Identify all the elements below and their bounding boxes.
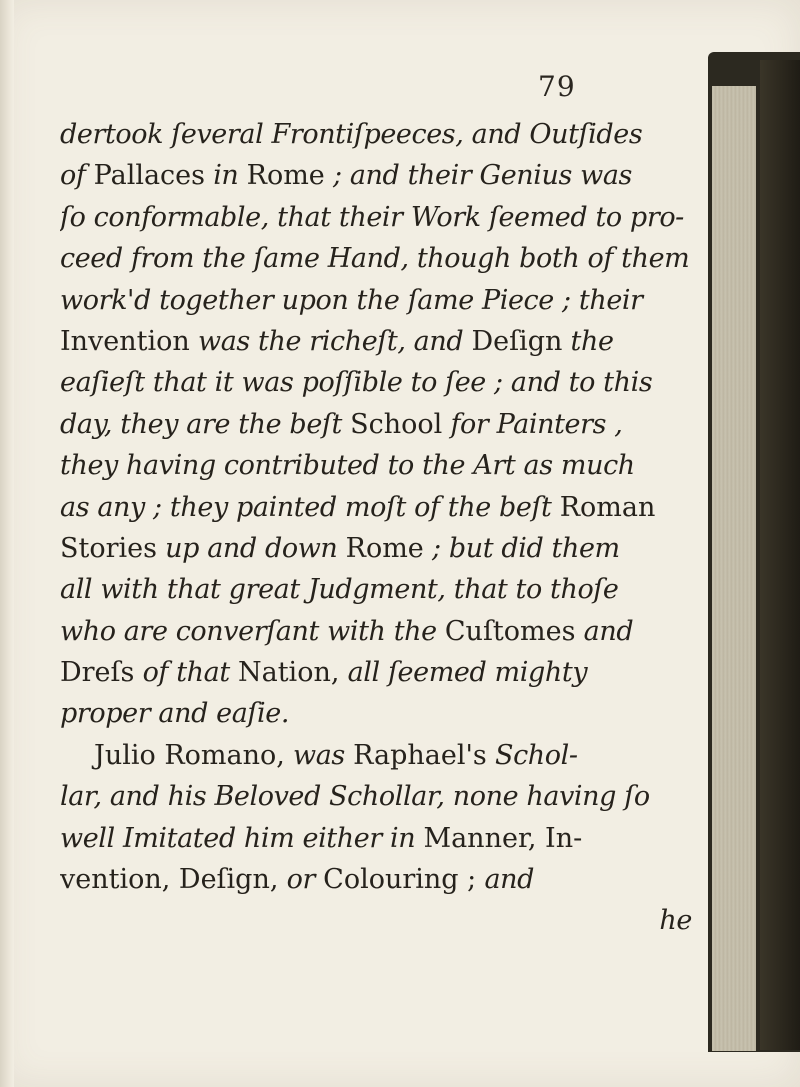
italic-text: work'd together upon the ſame Piece ; their — [60, 284, 643, 316]
roman-text: Stories — [60, 532, 157, 564]
roman-text: ; — [458, 864, 477, 896]
body-text — [60, 114, 710, 942]
catchword — [60, 900, 710, 941]
italic-text: ; and their Genius was — [324, 160, 633, 192]
italic-text: eaſieſt that it was poſſible to ſee ; and to this — [60, 367, 653, 399]
italic-text: all ſeemed mighty — [339, 657, 588, 689]
page-number: 79 — [538, 70, 576, 103]
text-line — [60, 404, 710, 445]
italic-text: day, they are the beſt — [60, 408, 351, 440]
italic-text: was the richeſt, and — [189, 325, 472, 357]
italic-text: lar, and his Beloved Schollar, none having ſo — [60, 781, 650, 813]
roman-text: vention, — [60, 864, 171, 896]
text-line — [60, 776, 710, 817]
italic-text: all with that great Judgment, that to thoſe — [60, 574, 619, 606]
book-cover-edge — [760, 60, 800, 1050]
page-edges — [712, 86, 756, 1051]
roman-text: Manner, — [423, 822, 537, 854]
roman-text: Deſign — [471, 325, 563, 357]
text-line — [60, 362, 710, 403]
italic-text: up and down — [156, 532, 346, 564]
italic-text: and — [476, 864, 535, 896]
text-line — [60, 735, 710, 776]
page-gutter — [0, 0, 14, 1087]
italic-text: in — [205, 160, 247, 192]
roman-text: Pallaces — [93, 160, 206, 192]
roman-text: Raphael's — [353, 739, 487, 771]
italic-text: ceed from the ſame Hand, though both of them — [60, 243, 690, 275]
text-line — [60, 611, 710, 652]
roman-text: Rome — [246, 160, 325, 192]
roman-text: School — [350, 408, 443, 440]
italic-text: ; but did them — [423, 532, 620, 564]
text-line — [60, 693, 710, 734]
text-line — [60, 569, 710, 610]
text-line — [60, 487, 710, 528]
roman-text: Cuſtomes — [444, 615, 576, 647]
text-line — [60, 528, 710, 569]
catchword-text: he — [659, 905, 692, 937]
italic-text: was — [284, 739, 354, 771]
roman-text: Deſign, — [170, 864, 279, 896]
text-line — [60, 155, 710, 196]
roman-text: Invention — [60, 325, 190, 357]
text-line — [60, 197, 710, 238]
roman-text: Julio Romano, — [94, 739, 285, 771]
roman-text: Roman — [559, 491, 656, 523]
roman-text: Rome — [345, 532, 424, 564]
roman-text: In- — [536, 822, 583, 854]
italic-text: proper and eaſie. — [60, 698, 290, 730]
italic-text: ſo conformable, that their Work ſeemed to pro- — [60, 201, 684, 233]
text-line — [60, 859, 710, 900]
text-line — [60, 280, 710, 321]
text-line — [60, 114, 710, 155]
italic-text: they having contributed to the Art as much — [60, 450, 635, 482]
italic-text: or — [278, 864, 324, 896]
italic-text: and — [575, 615, 634, 647]
italic-text: of that — [134, 657, 238, 689]
roman-text: Nation, — [237, 657, 340, 689]
text-line — [60, 445, 710, 486]
roman-text: Colouring — [323, 864, 459, 896]
roman-text: Dreſs — [60, 657, 135, 689]
text-line — [60, 652, 710, 693]
italic-text: dertook ſeveral Frontiſpeeces, and Outſides — [60, 119, 643, 150]
italic-text: of — [60, 160, 94, 192]
italic-text: for Painters , — [442, 408, 623, 440]
text-line — [60, 818, 710, 859]
italic-text: the — [562, 325, 614, 357]
text-line — [60, 321, 710, 362]
italic-text: well Imitated him either in — [60, 822, 424, 854]
text-line — [60, 238, 710, 279]
italic-text: Schol- — [486, 739, 578, 771]
italic-text: who are converſant with the — [60, 615, 445, 647]
italic-text: as any ; they painted moſt of the beſt — [60, 491, 560, 523]
